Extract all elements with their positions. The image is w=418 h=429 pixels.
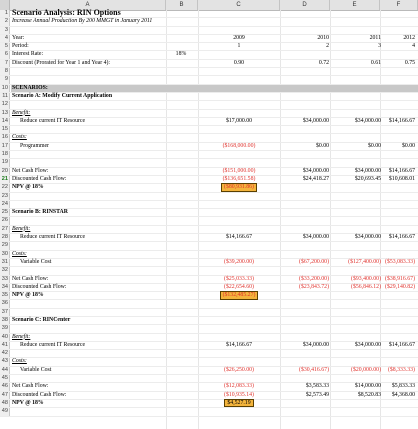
sheet-row [0,184,418,192]
sheet-row [0,217,418,225]
cell-a4[interactable]: Year: [12,34,25,41]
sheet-row [0,342,418,350]
cell-a22[interactable]: NPV @ 18% [12,184,44,191]
cell-d41[interactable]: $34,000.00 [302,341,329,348]
cell-c20[interactable]: ($151,000.00) [222,167,256,174]
row-header[interactable]: 13 [1,109,8,116]
cell-e31[interactable]: ($127,400.00) [348,258,381,265]
cell-a47[interactable]: Discounted Cash Flow: [12,391,67,398]
cell-d20[interactable]: $34,000.00 [302,167,329,174]
column-header-d[interactable]: D [280,0,330,10]
cell-e14[interactable]: $34,000.00 [354,117,381,124]
cell-a7[interactable]: Discount (Prorated for Year 1 and Year 4): [12,59,111,66]
row-header[interactable]: 24 [1,200,8,207]
row-header[interactable]: 8 [0,68,10,75]
sheet-row [0,209,418,217]
npv-highlight: ($80,931.86) [224,184,254,191]
cell-a48[interactable]: NPV @ 18% [12,399,44,406]
cell-e20[interactable]: $34,000.00 [354,167,381,174]
sheet-row [0,10,418,18]
cell-d44[interactable]: ($30,416.67) [299,366,329,373]
cell-c22[interactable] [200,184,278,191]
sheet-row [0,18,418,26]
row-header[interactable]: 22 [1,184,8,191]
column-header-f[interactable]: F [380,0,418,10]
sheet-row [0,43,418,51]
cell-c17[interactable]: ($168,000.00) [222,142,256,149]
sheet-row [0,358,418,366]
cell-e5[interactable]: 3 [378,43,381,50]
cell-a20[interactable]: Net Cash Flow: [12,167,49,174]
row-header[interactable]: 41 [1,341,8,348]
row-header[interactable]: 46 [1,383,8,390]
cell-e34[interactable]: ($56,846.12) [351,283,381,290]
row-header[interactable]: 43 [1,358,8,365]
cell-f17[interactable]: $0.00 [401,142,415,149]
row-header[interactable]: 3 [0,27,10,34]
sheet-row [0,134,418,142]
cell-c21[interactable]: ($136,651.58) [222,175,256,182]
cell-e21[interactable]: $20,693.45 [354,175,381,182]
row-header[interactable]: 12 [1,101,8,108]
cell-f47[interactable]: $4,368.00 [391,391,415,398]
column-header-e[interactable]: E [330,0,380,10]
cell-f7[interactable]: 0.75 [404,59,415,66]
cell-d34[interactable]: ($23,843.72) [299,283,329,290]
cell-e7[interactable]: 0.61 [370,59,381,66]
sheet-row [0,408,418,416]
row-header[interactable]: 35 [1,292,8,299]
sheet-row [0,118,418,126]
cell-c47[interactable]: ($10,935.14) [224,391,254,398]
cell-e33[interactable]: ($93,400.00) [351,275,381,282]
cell-c46[interactable]: ($12,083.33) [224,383,254,390]
cell-d33[interactable]: ($33,200.00) [299,275,329,282]
sheet-row [0,242,418,250]
row-header[interactable]: 37 [1,308,8,315]
sheet-row [0,383,418,391]
row-header[interactable]: 26 [1,217,8,224]
row-header[interactable]: 30 [1,250,8,257]
cell-c44[interactable]: ($26,250.00) [224,366,254,373]
sheet-row [0,51,418,59]
cell-e44[interactable]: ($20,000.00) [351,366,381,373]
row-header[interactable]: 15 [1,126,8,133]
cell-d5[interactable]: 2 [326,43,329,50]
cell-a43[interactable]: Costs: [12,358,27,365]
row-header[interactable]: 29 [1,242,8,249]
sheet-row [0,60,418,68]
row-header[interactable]: 16 [1,134,8,141]
cell-c48[interactable] [200,400,278,407]
row-header[interactable]: 48 [1,399,8,406]
cell-a10[interactable]: SCENARIOS: [12,84,48,91]
row-header[interactable]: 1 [0,10,10,17]
sheet-row [0,317,418,325]
sheet-row [0,35,418,43]
cell-d47[interactable]: $2,573.49 [305,391,329,398]
cell-a1[interactable]: Scenario Analysis: RIN Options [12,8,121,17]
sheet-row [0,392,418,400]
npv-highlight: ($132,485.27) [222,292,256,299]
cell-e17[interactable]: $0.00 [367,142,381,149]
cell-c14[interactable]: $17,000.00 [225,117,253,124]
cell-a13[interactable]: Benefit: [12,109,31,116]
cell-c4[interactable]: 2009 [233,34,245,41]
cell-a41[interactable]: Reduce current IT Resource [20,341,86,348]
cell-f4[interactable]: 2012 [403,34,415,41]
cell-f31[interactable]: ($53,083.33) [385,258,415,265]
row-header[interactable]: 6 [0,51,10,58]
cell-a27[interactable]: Benefit: [12,225,31,232]
sheet-row [0,226,418,234]
cell-e46[interactable]: $14,000.00 [354,383,381,390]
sheet-row [0,325,418,333]
sheet-row [0,143,418,151]
cell-a14[interactable]: Reduce current IT Resource [20,117,86,124]
cell-a46[interactable]: Net Cash Flow: [12,383,49,390]
cell-d14[interactable]: $34,000.00 [302,117,329,124]
cell-e41[interactable]: $34,000.00 [354,341,381,348]
row-header[interactable]: 20 [1,167,8,174]
sheet-row [0,201,418,209]
row-header[interactable]: 44 [1,366,8,373]
cell-f46[interactable]: $5,833.33 [391,383,415,390]
sheet-row [0,284,418,292]
sheet-row [0,126,418,134]
cell-c31[interactable]: ($39,200.00) [224,258,254,265]
cell-c35[interactable] [200,292,278,299]
cell-a25[interactable]: Scenario B: RINSTAR [12,209,68,216]
cell-a17[interactable]: Programmer [20,142,49,149]
cell-a33[interactable]: Net Cash Flow: [12,275,49,282]
cell-f41[interactable]: $14,166.67 [388,341,415,348]
sheet-row [0,110,418,118]
row-header[interactable]: 14 [1,117,8,124]
row-header[interactable]: 42 [1,350,8,357]
sheet-row [0,267,418,275]
row-header[interactable]: 36 [1,300,8,307]
sheet-row [0,367,418,375]
sheet-row [0,176,418,184]
cell-a11[interactable]: Scenario A: Modify Current Application [12,92,113,99]
cell-a35[interactable]: NPV @ 18% [12,292,44,299]
cell-a34[interactable]: Discounted Cash Flow: [12,283,67,290]
cell-b6[interactable]: 18% [175,51,187,58]
sheet-row [0,309,418,317]
sheet-row [0,101,418,109]
cell-a38[interactable]: Scenario C: RINCenter [12,316,71,323]
cell-a30[interactable]: Costs: [12,250,27,257]
row-header[interactable]: 10 [1,84,8,91]
cell-f28[interactable]: $14,166.67 [388,234,415,241]
row-header[interactable]: 27 [1,225,8,232]
sheet-row [0,350,418,358]
cell-f14[interactable]: $14,166.67 [388,117,415,124]
row-header[interactable]: 11 [0,93,10,100]
sheet-row [0,27,418,35]
sheet-row [0,85,418,93]
column-header-b[interactable]: B [166,0,198,10]
row-header[interactable]: 39 [1,325,8,332]
sheet-row [0,400,418,408]
row-header[interactable]: 17 [1,142,8,149]
cell-f21[interactable]: $10,608.01 [388,175,415,182]
cell-f34[interactable]: ($29,140.82) [385,283,415,290]
sheet-row [0,251,418,259]
column-header-a[interactable]: A [10,0,166,10]
cell-a28[interactable]: Reduce current IT Resource [20,234,86,241]
sheet-row [0,259,418,267]
row-header[interactable]: 25 [1,209,8,216]
row-header[interactable]: 4 [0,35,10,42]
cell-f20[interactable]: $14,166.67 [388,167,415,174]
row-header[interactable]: 18 [1,151,8,158]
sheet-row [0,168,418,176]
cell-a40[interactable]: Benefit: [12,333,31,340]
cell-d17[interactable]: $0.00 [315,142,329,149]
cell-c28[interactable]: $14,166.67 [225,234,253,241]
cell-e47[interactable]: $8,520.83 [357,391,381,398]
cell-d28[interactable]: $34,000.00 [302,234,329,241]
cell-f33[interactable]: ($38,916.67) [385,275,415,282]
sheet-row [0,234,418,242]
cell-a5[interactable]: Period: [12,43,29,50]
cell-a6[interactable]: Interest Rate: [12,51,44,58]
cell-d4[interactable]: 2010 [317,34,329,41]
cell-d31[interactable]: ($67,200.00) [299,258,329,265]
section-band [11,85,418,92]
cell-d21[interactable]: $24,418.27 [302,175,329,182]
cell-c7[interactable]: 0.90 [233,59,245,66]
cell-a16[interactable]: Costs: [12,134,27,141]
sheet-row [0,159,418,167]
sheet-row [0,292,418,300]
row-header[interactable]: 21 [1,175,8,182]
cell-a44[interactable]: Variable Cost [20,366,52,373]
row-header[interactable]: 47 [1,391,8,398]
cell-c34[interactable]: ($22,654.60) [224,283,254,290]
row-header[interactable]: 34 [1,283,8,290]
row-header[interactable]: 31 [1,258,8,265]
row-header[interactable]: 2 [0,18,10,25]
cell-c41[interactable]: $14,166.67 [225,341,253,348]
cell-e4[interactable]: 2011 [369,34,381,41]
sheet-row [0,76,418,84]
cell-e28[interactable]: $34,000.00 [354,234,381,241]
sheet-row [0,334,418,342]
sheet-row [0,93,418,101]
cell-a21[interactable]: Discounted Cash Flow: [12,175,67,182]
sheet-row [0,151,418,159]
row-header[interactable]: 28 [1,234,8,241]
column-header-c[interactable]: C [198,0,280,10]
cell-d46[interactable]: $3,583.33 [305,383,329,390]
cell-f44[interactable]: ($8,333.33) [387,366,415,373]
row-header[interactable]: 38 [1,316,8,323]
sheet-row [0,300,418,308]
cell-f5[interactable]: 4 [412,43,415,50]
sheet-row [0,68,418,76]
cell-c5[interactable]: 1 [237,43,241,50]
cell-d7[interactable]: 0.72 [318,59,329,66]
cell-c33[interactable]: ($25,033.33) [224,275,254,282]
row-header[interactable]: 40 [1,333,8,340]
cell-a31[interactable]: Variable Cost [20,258,52,265]
row-header[interactable]: 9 [0,76,10,83]
row-header[interactable]: 45 [1,375,8,382]
row-header[interactable]: 5 [0,43,10,50]
row-header[interactable]: 7 [0,60,10,67]
npv-highlight: $4,527.19 [227,399,251,406]
row-header[interactable]: 33 [1,275,8,282]
cell-a2[interactable]: Increase Annual Production By 200 MMGT in January 2011 [12,18,153,25]
row-header[interactable]: 19 [1,159,8,166]
row-header[interactable]: 49 [1,408,8,415]
sheet-row [0,193,418,201]
sheet-grid [0,10,418,417]
select-all-corner[interactable] [0,0,10,10]
sheet-row [0,276,418,284]
row-header[interactable]: 23 [1,192,8,199]
row-header[interactable]: 32 [1,267,8,274]
